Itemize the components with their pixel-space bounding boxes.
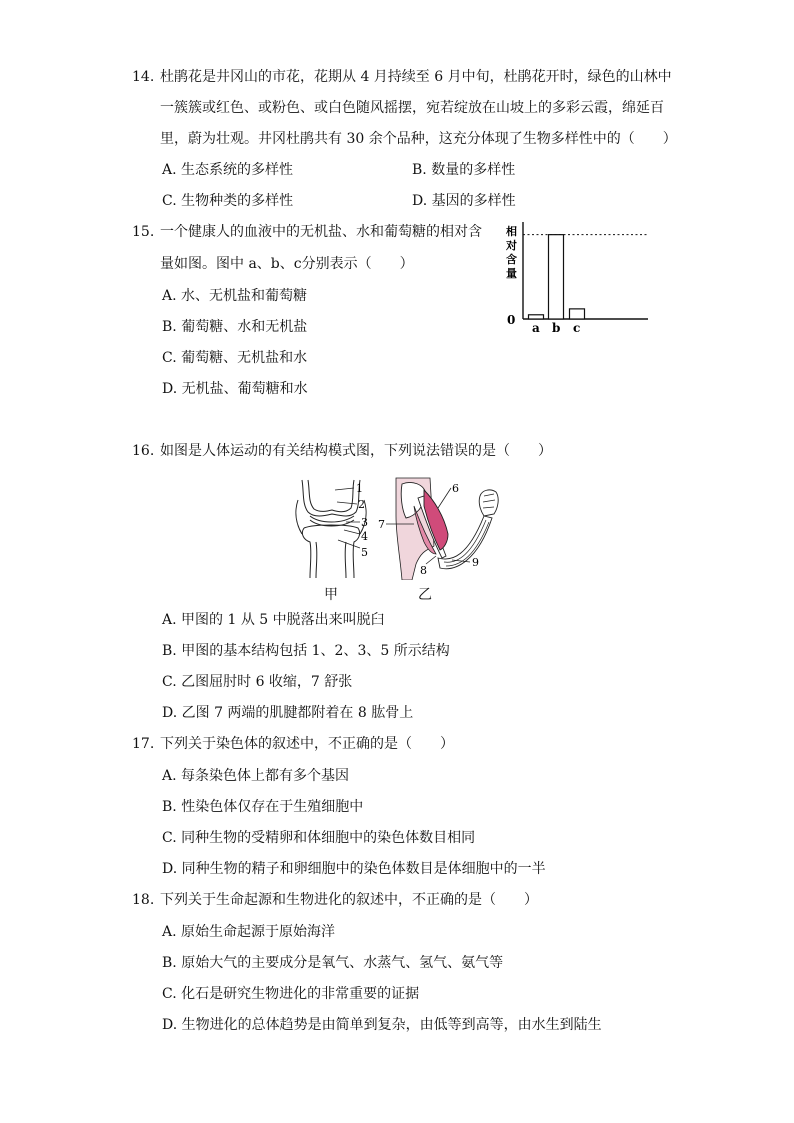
question-number: 16. — [132, 443, 155, 459]
bar-b — [549, 235, 564, 319]
question-number: 18. — [132, 892, 155, 908]
joint-capsule — [296, 500, 366, 534]
option-c[interactable]: C. 化石是研究生物进化的非常重要的证据 — [162, 986, 420, 1002]
joint-label-2: 2 — [358, 498, 365, 511]
option-b[interactable]: B. 葡萄糖、水和无机盐 — [162, 319, 308, 335]
question-stem-line: 杜鹃花是井冈山的市花，花期从 4 月持续至 6 月中旬，杜鹃花开时，绿色的山林中 — [160, 69, 672, 85]
option-d[interactable]: D. 乙图 7 两端的肌腱都附着在 8 肱骨上 — [162, 705, 414, 721]
arm-label-7: 7 — [378, 518, 385, 531]
question-stem-line: 下列关于生命起源和生物进化的叙述中，不正确的是（ ） — [160, 892, 538, 908]
joint-label-4: 4 — [361, 530, 368, 543]
x-tick-b: b — [552, 321, 561, 335]
ylabel-char: 量 — [506, 267, 517, 280]
x-tick-a: a — [532, 321, 540, 335]
option-a[interactable]: A. 甲图的 1 从 5 中脱落出来叫脱臼 — [162, 612, 385, 628]
x-tick-labels — [532, 321, 580, 335]
joint-label-1: 1 — [356, 482, 363, 495]
option-d[interactable]: D. 生物进化的总体趋势是由简单到复杂，由低等到高等，由水生到陆生 — [162, 1017, 602, 1033]
arm-label-6: 6 — [452, 482, 459, 495]
question-number: 14. — [132, 69, 155, 85]
option-d[interactable]: D. 无机盐、葡萄糖和水 — [162, 381, 308, 397]
bar-a — [529, 315, 544, 319]
ylabel-char: 对 — [506, 239, 517, 252]
option-c[interactable]: C. 葡萄糖、无机盐和水 — [162, 350, 308, 366]
option-b[interactable]: B. 原始大气的主要成分是氧气、水蒸气、氢气、氨气等 — [162, 955, 504, 971]
arm-label-9: 9 — [472, 556, 479, 569]
joint-label-3: 3 — [361, 516, 368, 529]
hand — [479, 490, 498, 516]
joint-cavity — [310, 516, 354, 522]
option-b[interactable]: B. 甲图的基本结构包括 1、2、3、5 所示结构 — [162, 643, 450, 659]
figure-caption-jia: 甲 — [324, 587, 338, 603]
question-stem-line: 如图是人体运动的有关结构模式图，下列说法错误的是（ ） — [160, 443, 552, 459]
question-number: 17. — [132, 736, 155, 752]
question-stem-line: 里，蔚为壮观。井冈杜鹃共有 30 余个品种，这充分体现了生物多样性中的（ ） — [160, 131, 677, 147]
arm-label-8: 8 — [420, 564, 427, 577]
option-a[interactable]: A. 原始生命起源于原始海洋 — [162, 924, 336, 940]
question-number: 15. — [132, 224, 155, 240]
ylabel-group — [505, 224, 517, 280]
option-c[interactable]: C. 乙图屈肘时 6 收缩，7 舒张 — [162, 674, 353, 690]
question-stem-line: 一簇簇或红色、或粉色、或白色随风摇摆，宛若绽放在山坡上的多彩云霞，绵延百 — [160, 100, 664, 116]
question-stem-line: 一个健康人的血液中的无机盐、水和葡萄糖的相对含 — [160, 224, 482, 240]
option-d[interactable]: D. 基因的多样性 — [412, 193, 516, 209]
upper-bone-inner — [308, 480, 354, 512]
arm-muscle-diagram — [372, 476, 502, 580]
option-d[interactable]: D. 同种生物的精子和卵细胞中的染色体数目是体细胞中的一半 — [162, 861, 546, 877]
joint-label-5: 5 — [361, 546, 368, 559]
lower-bone-outline — [302, 525, 359, 578]
ylabel-char: 含 — [506, 253, 517, 266]
joint-diagram — [288, 478, 378, 580]
option-b[interactable]: B. 数量的多样性 — [412, 162, 516, 178]
question-stem-line: 下列关于染色体的叙述中，不正确的是（ ） — [160, 736, 454, 752]
option-b[interactable]: B. 性染色体仅存在于生殖细胞中 — [162, 799, 364, 815]
ylabel-char: 相 — [506, 225, 517, 238]
option-a[interactable]: A. 生态系统的多样性 — [162, 162, 294, 178]
option-c[interactable]: C. 同种生物的受精卵和体细胞中的染色体数目相同 — [162, 830, 476, 846]
option-a[interactable]: A. 每条染色体上都有多个基因 — [162, 768, 350, 784]
figure-caption-yi: 乙 — [418, 587, 432, 603]
option-a[interactable]: A. 水、无机盐和葡萄糖 — [162, 288, 308, 304]
lower-bone-inner — [316, 542, 346, 578]
relative-content-bar-chart — [496, 218, 656, 336]
bars — [529, 235, 585, 319]
x-tick-c: c — [573, 321, 581, 335]
label-leader-lines — [335, 488, 360, 548]
option-c[interactable]: C. 生物种类的多样性 — [162, 193, 294, 209]
bar-c — [570, 309, 585, 319]
origin-label: 0 — [507, 313, 516, 327]
question-stem-line: 量如图。图中 a、b、c分别表示（ ） — [160, 256, 414, 272]
